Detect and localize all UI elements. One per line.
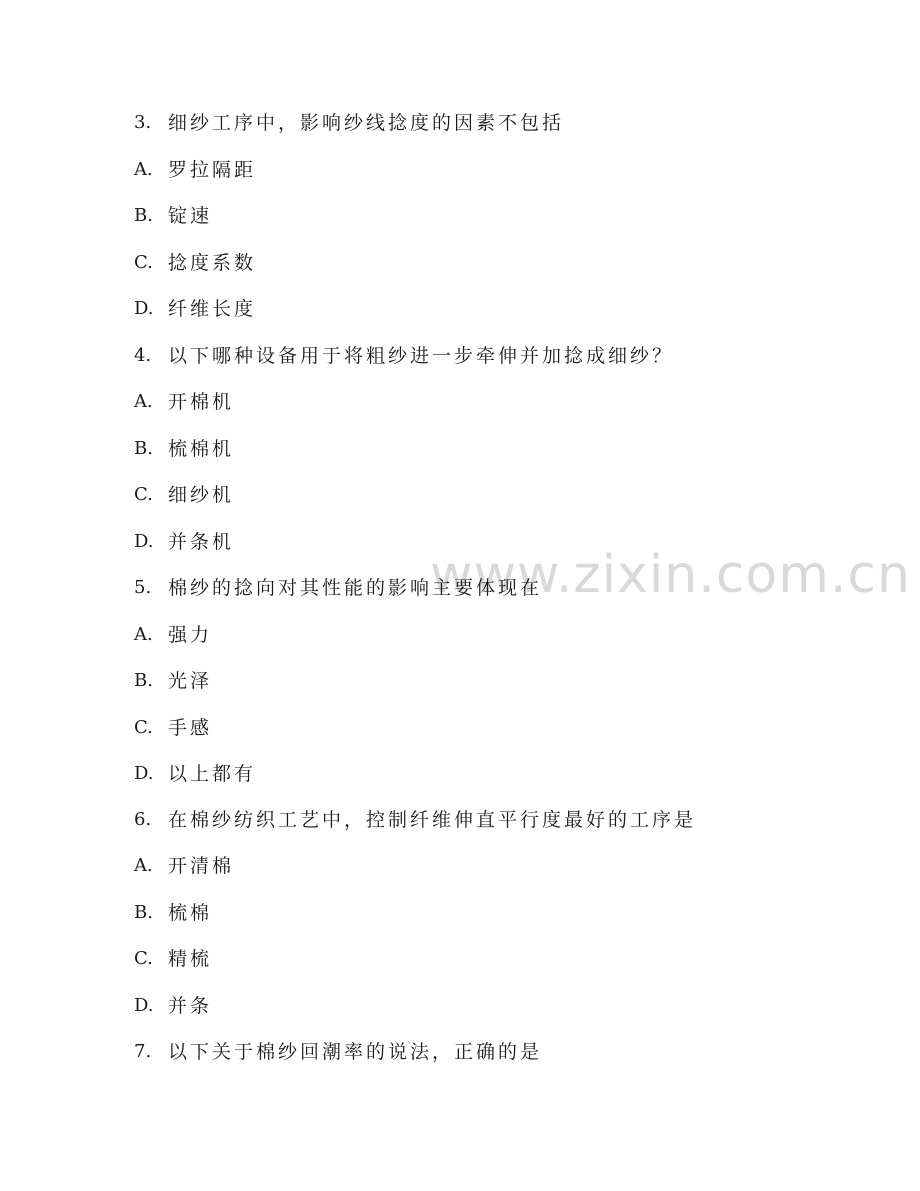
option-text: 梳棉: [168, 902, 213, 924]
question-text: 棉纱的捻向对其性能的影响主要体现在: [168, 577, 543, 599]
option-letter: D.: [134, 298, 154, 319]
option-text: 强力: [168, 624, 213, 646]
option-letter: C.: [134, 948, 153, 969]
option-text: 以上都有: [168, 763, 257, 785]
question-text: 在棉纱纺织工艺中，控制纤维伸直平行度最好的工序是: [168, 809, 697, 831]
option-c: [134, 944, 212, 974]
option-text: 开清棉: [168, 855, 235, 877]
option-d: [134, 294, 256, 324]
option-c: [134, 713, 212, 743]
question-5: [134, 573, 542, 603]
option-letter: D.: [134, 995, 154, 1016]
option-letter: D.: [134, 531, 154, 552]
option-letter: A.: [134, 624, 153, 645]
option-b: [134, 201, 212, 231]
option-text: 捻度系数: [168, 252, 257, 274]
option-text: 光泽: [168, 670, 213, 692]
option-letter: B.: [134, 670, 153, 691]
option-letter: C.: [134, 252, 153, 273]
question-number: 4.: [134, 345, 152, 366]
option-c: [134, 248, 256, 278]
option-text: 罗拉隔距: [168, 159, 257, 181]
option-d: [134, 759, 256, 789]
option-letter: B.: [134, 438, 153, 459]
option-text: 细纱机: [168, 484, 235, 506]
option-b: [134, 666, 212, 696]
option-letter: C.: [134, 484, 153, 505]
question-text: 细纱工序中，影响纱线捻度的因素不包括: [168, 112, 565, 134]
option-a: [134, 387, 234, 417]
question-text: 以下哪种设备用于将粗纱进一步牵伸并加捻成细纱？: [168, 345, 675, 367]
option-letter: A.: [134, 855, 153, 876]
option-text: 并条机: [168, 531, 235, 553]
question-4: [134, 341, 674, 371]
option-d: [134, 527, 234, 557]
option-text: 开棉机: [168, 391, 235, 413]
question-number: 6.: [134, 809, 152, 830]
option-a: [134, 851, 234, 881]
option-b: [134, 434, 234, 464]
option-text: 纤维长度: [168, 298, 257, 320]
option-text: 手感: [168, 717, 213, 739]
question-6: [134, 805, 696, 835]
option-letter: A.: [134, 391, 153, 412]
option-a: [134, 155, 256, 185]
question-7: [134, 1037, 542, 1067]
question-3: [134, 108, 564, 138]
option-b: [134, 898, 212, 928]
question-number: 7.: [134, 1041, 152, 1062]
option-d: [134, 991, 212, 1021]
option-text: 梳棉机: [168, 438, 235, 460]
option-letter: C.: [134, 717, 153, 738]
option-letter: B.: [134, 902, 153, 923]
question-number: 5.: [134, 577, 152, 598]
option-letter: D.: [134, 763, 154, 784]
option-text: 锭速: [168, 205, 213, 227]
option-text: 精梳: [168, 948, 213, 970]
option-letter: A.: [134, 159, 153, 180]
option-a: [134, 620, 212, 650]
option-c: [134, 480, 234, 510]
watermark: www.zixin.com.cn: [430, 545, 911, 605]
question-number: 3.: [134, 112, 152, 133]
option-letter: B.: [134, 205, 153, 226]
option-text: 并条: [168, 995, 213, 1017]
question-text: 以下关于棉纱回潮率的说法，正确的是: [168, 1041, 543, 1063]
